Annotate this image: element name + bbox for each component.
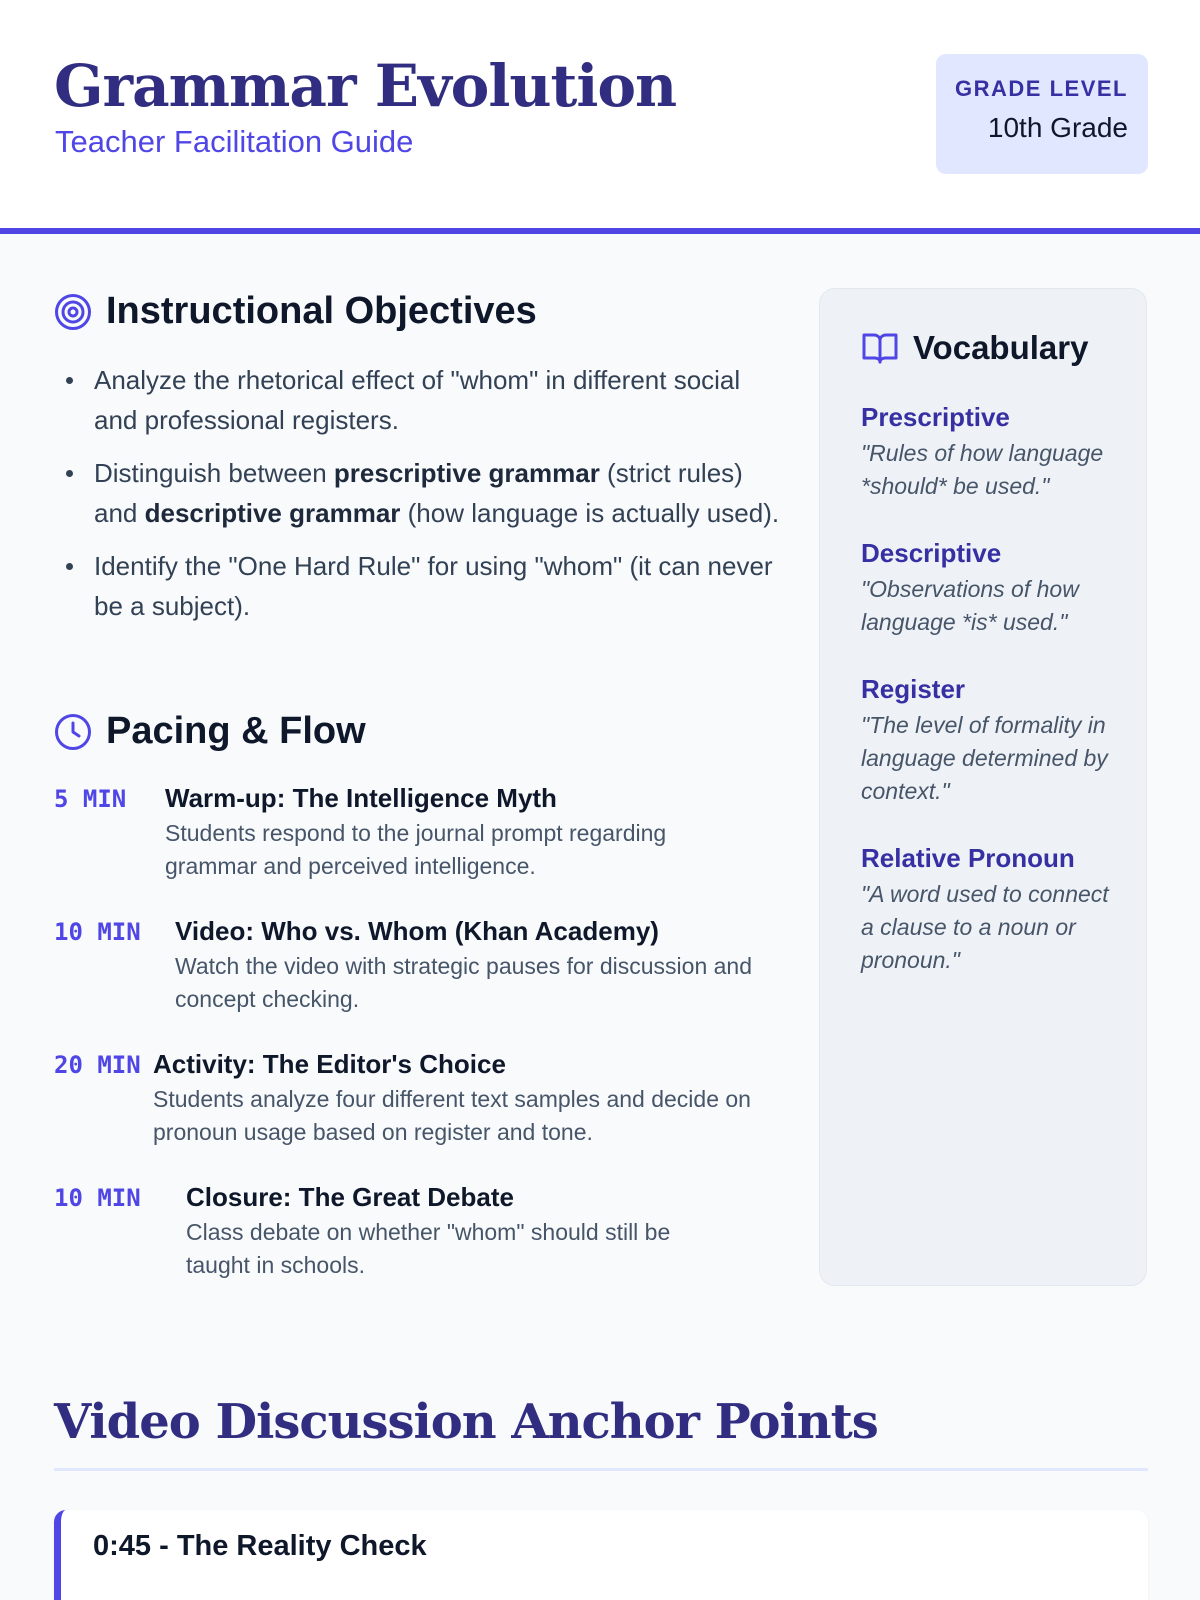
objectives-list xyxy=(64,360,784,639)
objective-term: descriptive grammar xyxy=(144,498,401,528)
pacing-title: Activity: The Editor's Choice xyxy=(153,1049,506,1079)
pacing-desc: Students analyze four different text samples and decide on pronoun usage based on register and tone. xyxy=(153,1086,751,1145)
vocabulary-heading xyxy=(861,329,1120,367)
vocabulary-term xyxy=(861,401,1120,503)
pacing-title: Closure: The Great Debate xyxy=(186,1182,514,1212)
term-name: Prescriptive xyxy=(861,402,1010,432)
pacing-item xyxy=(54,1046,784,1149)
list-item xyxy=(64,453,784,533)
pacing-heading xyxy=(54,710,366,753)
pacing-time: 5 MIN xyxy=(54,785,127,813)
pacing-item xyxy=(54,913,784,1016)
list-item: Identify the "One Hard Rule" for using "whom" (it can never be a subject). xyxy=(64,546,784,626)
page-title: Grammar Evolution xyxy=(54,52,677,120)
pacing-desc: Students respond to the journal prompt regarding grammar and perceived intelligence. xyxy=(165,820,667,879)
pacing-item xyxy=(54,1179,784,1282)
term-name: Register xyxy=(861,674,966,704)
objective-term: prescriptive grammar xyxy=(333,458,600,488)
term-definition: "Rules of how language *should* be used." xyxy=(861,440,1104,499)
pacing-title: Video: Who vs. Whom (Khan Academy) xyxy=(175,916,659,946)
term-definition: "Observations of how language *is* used." xyxy=(861,576,1079,635)
term-name: Descriptive xyxy=(861,538,1002,568)
objective-text: (strict rules) and xyxy=(94,458,743,528)
page-subtitle: Teacher Facilitation Guide xyxy=(55,124,414,159)
term-definition: "A word used to connect a clause to a noun or pronoun." xyxy=(861,881,1109,973)
target-icon xyxy=(54,293,92,331)
pacing-desc: Class debate on whether "whom" should still be taught in schools. xyxy=(186,1219,671,1278)
grade-level-badge xyxy=(936,54,1148,174)
grade-level-value: 10th Grade xyxy=(987,112,1128,143)
objectives-heading-text: Instructional Objectives xyxy=(106,290,537,332)
term-name: Relative Pronoun xyxy=(861,843,1075,873)
objectives-heading xyxy=(54,290,537,333)
pacing-time: 10 MIN xyxy=(54,918,141,946)
section-divider xyxy=(54,1468,1148,1471)
clock-icon xyxy=(54,713,92,751)
book-open-icon xyxy=(861,331,899,365)
list-item: Analyze the rhetorical effect of "whom" in different social and professional registers. xyxy=(64,360,784,440)
video-section-title: Video Discussion Anchor Points xyxy=(54,1394,878,1450)
vocabulary-term xyxy=(861,537,1120,639)
pacing-desc: Watch the video with strategic pauses for discussion and concept checking. xyxy=(175,953,752,1012)
pacing-item xyxy=(54,780,784,883)
vocabulary-panel xyxy=(819,288,1147,1286)
pacing-time: 10 MIN xyxy=(54,1184,141,1212)
pacing-heading-text: Pacing & Flow xyxy=(106,710,366,752)
objective-text: Distinguish between xyxy=(94,458,334,488)
term-definition: "The level of formality in language determined by context." xyxy=(861,712,1108,804)
objective-text: (how language is actually used). xyxy=(400,498,780,528)
vocabulary-heading-text: Vocabulary xyxy=(913,329,1089,366)
page-header xyxy=(0,0,1200,234)
vocabulary-term xyxy=(861,842,1120,977)
vocabulary-term xyxy=(861,673,1120,808)
anchor-point-card xyxy=(54,1510,1148,1600)
pacing-title: Warm-up: The Intelligence Myth xyxy=(165,783,557,813)
pacing-time: 20 MIN xyxy=(54,1051,141,1079)
anchor-point-title: 0:45 - The Reality Check xyxy=(93,1530,427,1562)
grade-level-label: GRADE LEVEL xyxy=(955,76,1128,101)
